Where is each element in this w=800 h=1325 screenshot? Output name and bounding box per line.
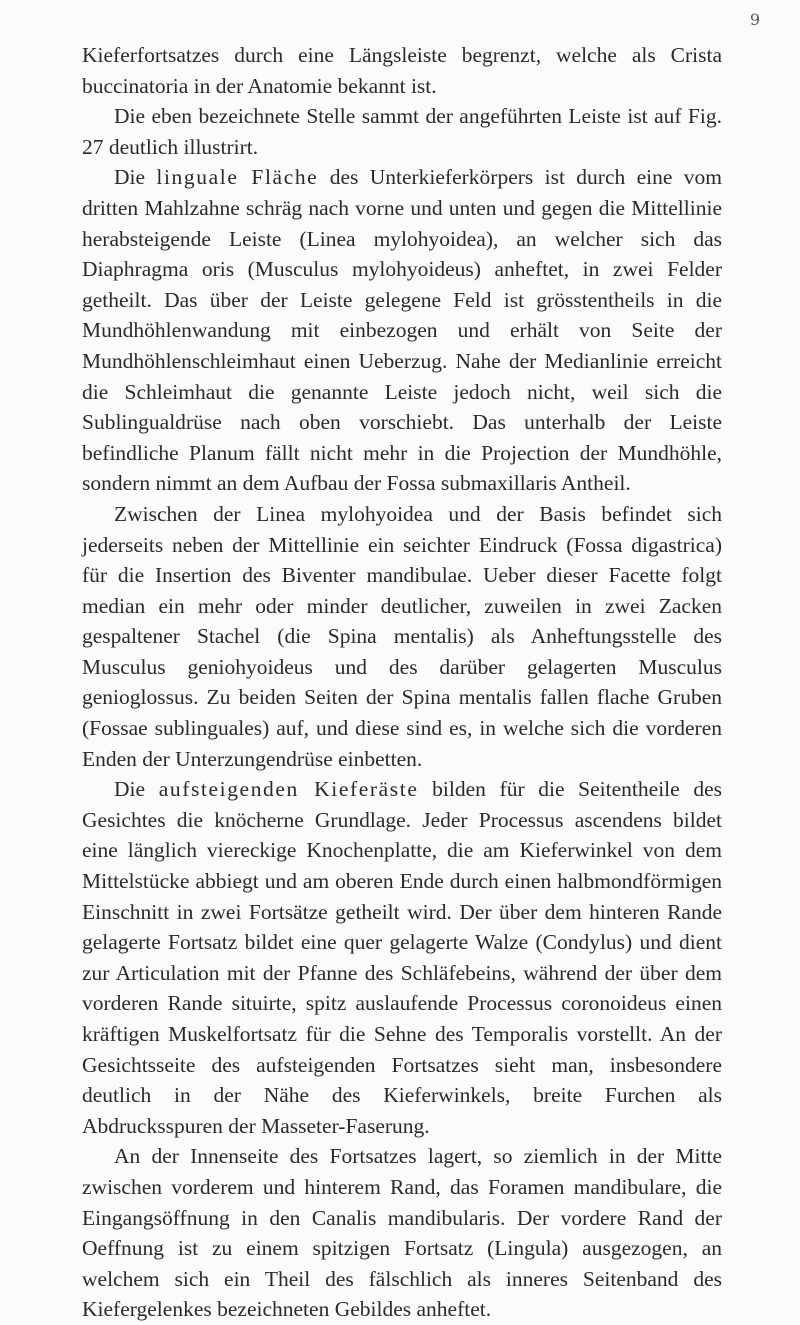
paragraph-fig-27: Die eben bezeichnete Stelle sammt der angeführten Leiste ist auf Fig. 27 deutlich illustrirt. bbox=[82, 104, 722, 159]
paragraph-crista-buccinatoria: Kieferfortsatzes durch eine Längsleiste begrenzt, welche als Crista buccinatoria in der Anatomie bekannt ist. bbox=[82, 43, 722, 98]
body-text bbox=[82, 40, 722, 1325]
paragraph-lead: Die bbox=[114, 165, 146, 190]
paragraph-aufsteigende-kieferaeste bbox=[82, 774, 722, 1141]
spaced-heading-linguale-flaeche: linguale Fläche bbox=[156, 165, 319, 190]
paragraph-fossa-digastrica: Zwischen der Linea mylohyoidea und der Basis befindet sich jederseits neben der Mittellinie ein seichter Eindruck (Fossa digastrica) für die Insertion des Biventer mandibulae. Ueber dieser Facette folgt median ein mehr oder minder deutlicher, zuweilen in zwei Zacken gespaltener Stachel (die Spina mentalis) als Anheftungsstelle des Musculus geniohyoideus und des darüber gelagerten Musculus genioglossus. Zu beiden Seiten der Spina mentalis fallen flache Gruben (Fossae sublinguales) auf, und diese sind es, in welche sich die vorderen Enden der Unterzungendrüse einbetten. bbox=[82, 501, 722, 771]
spaced-heading-kieferaeste: aufsteigenden Kieferäste bbox=[158, 777, 419, 802]
paragraph-lead: Die bbox=[114, 777, 146, 802]
paragraph-foramen-mandibulare: An der Innenseite des Fortsatzes lagert, so ziemlich in der Mitte zwischen vorderem und hinterem Rand, das Foramen mandibulare, die Eingangsöffnung in den Canalis mandibularis. Der vordere Rand der Oeffnung ist zu einem spitzigen Fortsatz (Lingula) ausgezogen, an welchem sich ein Theil des fälschlich als inneres Seitenband des Kiefergelenkes bezeichneten Gebildes anheftet. bbox=[82, 1144, 722, 1322]
paragraph-body: des Unterkieferkörpers ist durch eine vom dritten Mahlzahne schräg nach vorne und unten und gegen die Mittellinie herabsteigende Leiste (Linea mylohyoidea), an welcher sich das Diaphragma oris (Musculus mylohyoideus) anheftet, in zwei Felder getheilt. Das über der Leiste gelegene Feld ist grösstentheils in die Mundhöhlenwandung mit einbezogen und erhält von Seite der Mundhöhlenschleimhaut einen Ueberzug. Nahe der Medianlinie erreicht die Schleimhaut die genannte Leiste jedoch nicht, weil sich die Sublingualdrüse nach oben vorschiebt. Das unterhalb der Leiste befindliche Planum fällt nicht mehr in die Projection der Mundhöhle, sondern nimmt an dem Aufbau der Fossa submaxillaris Antheil. bbox=[82, 165, 722, 496]
page-number: 9 bbox=[749, 10, 760, 29]
paragraph-linguale-flaeche bbox=[82, 162, 722, 499]
paragraph-body: bilden für die Seitentheile des Gesichtes die knöcherne Grundlage. Jeder Processus ascendens bildet eine länglich viereckige Knochenplatte, die am Kieferwinkel von dem Mittelstücke abbiegt und am oberen Ende durch einen halbmondförmigen Einschnitt in zwei Fortsätze getheilt wird. Der über dem hinteren Rande gelagerte Fortsatz bildet eine quer gelagerte Walze (Condylus) und dient zur Articulation mit der Pfanne des Schläfebeins, während der über dem vorderen Rande situirte, spitz auslaufende Processus coronoideus einen kräftigen Muskelfortsatz für die Sehne des Temporalis vorstellt. An der Gesichtsseite des aufsteigenden Fortsatzes sieht man, insbesondere deutlich in der Nähe des Kieferwinkels, breite Furchen als Abdrucksspuren der Masseter-Faserung. bbox=[82, 777, 722, 1138]
